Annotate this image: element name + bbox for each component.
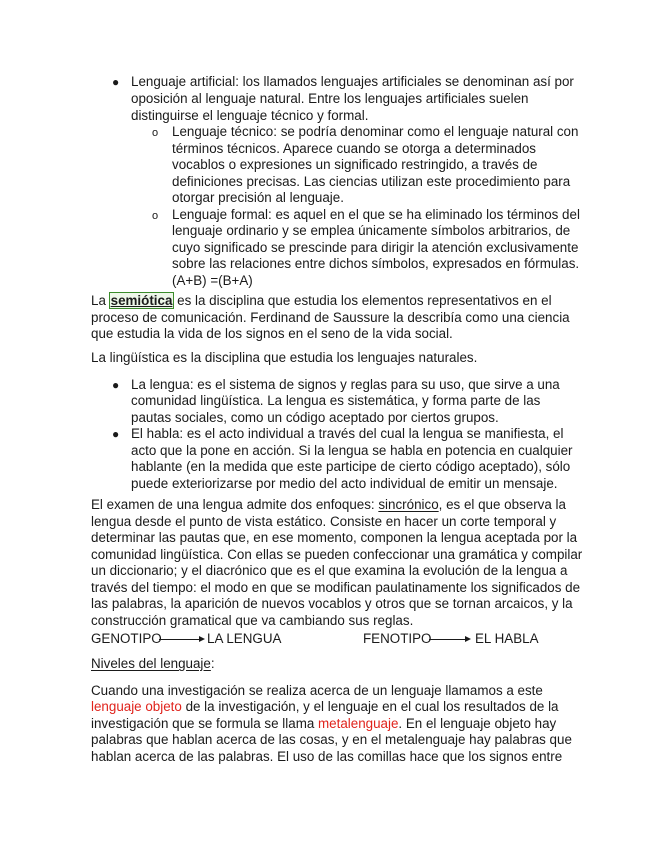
circle-bullet-icon: o: [152, 210, 159, 222]
metalenguaje-term: metalenguaje: [318, 716, 399, 731]
text-line: distinguirse el lenguaje técnico y formal.: [131, 108, 369, 123]
text-line: Lenguaje artificial: los llamados lenguajes artificiales se denominan así por: [131, 74, 574, 89]
text-line: lengua desde el punto de vista estático. Consiste en hacer un corte temporal y: [91, 514, 557, 529]
text-line: puede exteriorizarse por medio del acto individual de emitir un mensaje.: [131, 476, 558, 491]
text-line: Cuando una investigación se realiza acerca de un lenguaje llamamos a este: [91, 683, 543, 698]
text-line: términos técnicos. Aparece cuando se otorga a determinados: [172, 141, 536, 156]
text-line: El habla: es el acto individual a través del cual la lengua se manifiesta, el: [131, 426, 564, 441]
text-line: las palabras, la aparición de nuevos vocablos y otros que se tornan arcaicos, y la: [91, 596, 573, 611]
bullet-icon: ●: [112, 75, 120, 89]
semiotica-term: semiótica: [110, 293, 173, 308]
text-line: Lenguaje técnico: se podría denominar como el lenguaje natural con: [172, 124, 579, 139]
text-line: través del tiempo: el modo en que se modifican paulatinamente los significados de: [91, 580, 581, 595]
text-line: construcción gramatical que va cambiando sus reglas.: [91, 613, 414, 628]
semiotica-line: La semiótica es la disciplina que estudia los elementos representativos en el: [91, 293, 552, 308]
niveles-line-3: investigación que se formula se llama metalenguaje. En el lenguaje objeto hay: [91, 716, 557, 731]
text-line: acto que la pone en acción. Si la lengua se habla en potencia en cualquier: [131, 443, 573, 458]
bullet-icon: ●: [112, 378, 120, 392]
fenotipo-label: FENOTIPO: [363, 631, 432, 646]
text-line: lenguaje ordinario y se emplea únicamente símbolos arbitrarios, de: [172, 223, 571, 238]
examen-line: El examen de una lengua admite dos enfoques: sincrónico, es el que observa la: [91, 497, 566, 512]
niveles-heading: Niveles del lenguaje:: [91, 656, 215, 671]
text-line: La lengua: es el sistema de signos y reglas para su uso, que sirve a una: [131, 377, 560, 392]
text-line: comunidad lingüística. Con ellas se pueden confeccionar una gramática y compilar: [91, 547, 583, 562]
text-line: sobre las relaciones entre dichos símbolos, expresados en fórmulas.: [172, 256, 580, 271]
lenguaje-objeto-term: lenguaje objeto: [91, 699, 182, 714]
arrow-icon: [429, 639, 469, 640]
genotipo-target: LA LENGUA: [207, 631, 282, 646]
text-line: determinar las pautas que, en ese momento, componen la lengua aceptada por la: [91, 530, 578, 545]
text-line: vocablos o expresiones un significado restringido, a través de: [172, 157, 538, 172]
text-line: que estudia la vida de los signos en el seno de la vida social.: [91, 326, 453, 341]
text-line: hablan acerca de las palabras. El uso de las comillas hace que los signos entre: [91, 749, 563, 764]
text-line: hablante (en la medida que este participe de cierto código aceptado), sólo: [131, 459, 571, 474]
text-line: un diccionario; y el diacrónico que es el que examina la evolución de la lengua a: [91, 563, 568, 578]
text-line: palabras que hablan acerca de las cosas, y en el metalenguaje hay palabras que: [91, 732, 572, 747]
genotipo-label: GENOTIPO: [91, 631, 162, 646]
circle-bullet-icon: o: [152, 127, 159, 139]
text-line: proceso de comunicación. Ferdinand de Saussure la describía como una ciencia: [91, 310, 570, 325]
text-line: comunidad lingüística. La lengua es sistemática, y forma parte de las: [131, 393, 541, 408]
text-line: oposición al lenguaje natural. Entre los lenguajes artificiales suelen: [131, 91, 529, 106]
text-line: otorgar precisión al lenguaje.: [172, 190, 344, 205]
text-line: La lingüística es la disciplina que estudia los lenguajes naturales.: [91, 350, 478, 365]
text-line: Lenguaje formal: es aquel en el que se ha eliminado los términos del: [172, 207, 580, 222]
text-line: pautas sociales, como un código aceptado por ciertos grupos.: [131, 410, 499, 425]
bullet-icon: ●: [112, 427, 120, 441]
sincronico-term: sincrónico: [378, 497, 439, 512]
fenotipo-target: EL HABLA: [475, 631, 539, 646]
text-line: definiciones precisas. Las ciencias utilizan este procedimiento para: [172, 174, 571, 189]
text-line: cuyo significado se prescinde para dirigir la atención exclusivamente: [172, 240, 579, 255]
text-line: (A+B) =(B+A): [172, 273, 253, 288]
arrow-icon: [159, 639, 203, 640]
niveles-line-2: lenguaje objeto de la investigación, y el lenguaje en el cual los resultados de la: [91, 699, 559, 714]
